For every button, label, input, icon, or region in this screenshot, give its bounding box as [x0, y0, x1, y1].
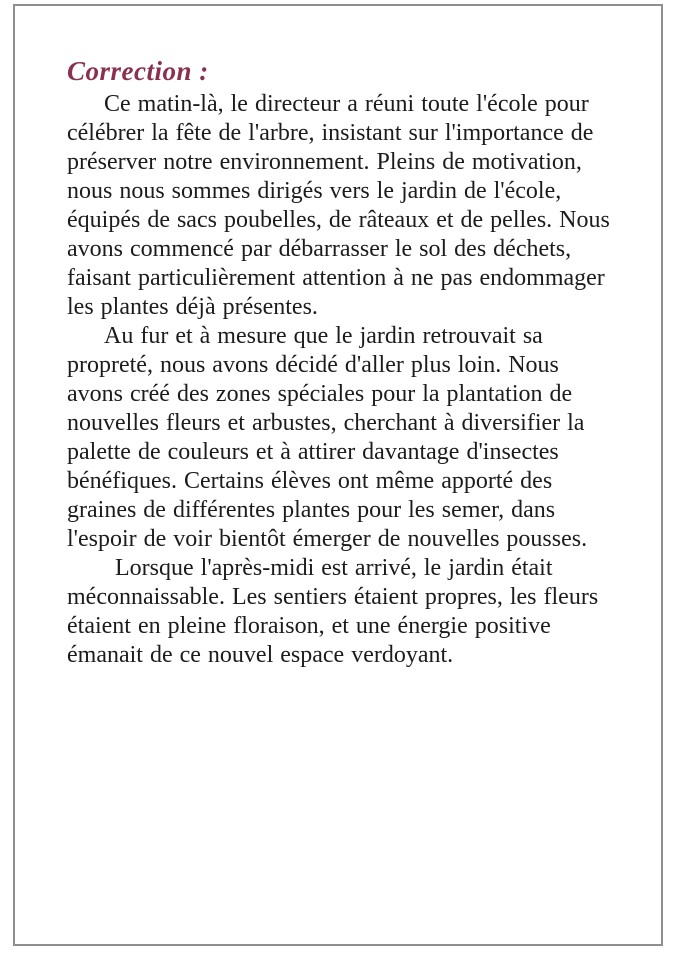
correction-title: Correction : — [67, 56, 209, 86]
paragraph-3: Lorsque l'après-midi est arrivé, le jardin était méconnaissable. Les sentiers étaient propres, les fleurs étaient en pleine floraison, et une énergie positive émanait de ce nouvel espace verdoyant. — [67, 555, 599, 668]
page-content — [15, 6, 661, 670]
paragraph-2: Au fur et à mesure que le jardin retrouvait sa propreté, nous avons décidé d'aller plus loin. Nous avons créé des zones spéciales pour la plantation de nouvelles fleurs et arbustes, cherchant à diversifier la palette de couleurs et à attirer davantage d'insectes bénéfiques. Certains élèves ont même apporté des graines de différentes plantes pour les semer, dans l'espoir de voir bientôt émerger de nouvelles pousses. — [67, 323, 588, 552]
paragraph-1: Ce matin-là, le directeur a réuni toute l'école pour célébrer la fête de l'arbre, insistant sur l'importance de préserver notre environnement. Pleins de motivation, nous nous sommes dirigés vers le jardin de l'école, équipés de sacs poubelles, de râteaux et de pelles. Nous avons commencé par débarrasser le sol des déchets, faisant particulièrement attention à ne pas endommager les plantes déjà présentes. — [67, 91, 610, 320]
page-frame — [13, 4, 663, 946]
